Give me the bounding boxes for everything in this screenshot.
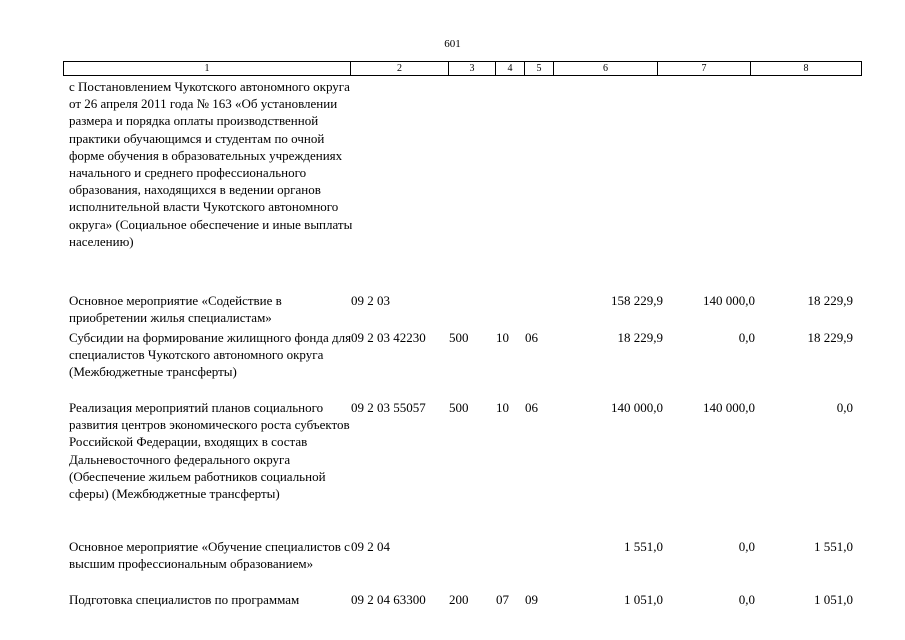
- row-col8: 18 229,9: [807, 330, 853, 345]
- column-header-table: [63, 61, 862, 76]
- row-pr: 09: [525, 592, 538, 607]
- row-col7: 140 000,0: [703, 293, 755, 308]
- column-number: 2: [351, 62, 449, 76]
- column-number: 7: [658, 62, 751, 76]
- row-code: 09 2 04: [351, 539, 390, 554]
- column-number: 6: [554, 62, 658, 76]
- table-row: [0, 591, 905, 609]
- column-number: 1: [64, 62, 351, 76]
- row-total: 1 051,0: [624, 592, 663, 607]
- table-row: [0, 78, 905, 284]
- row-pr: 06: [525, 400, 538, 415]
- column-number: 4: [496, 62, 525, 76]
- row-col8: 1 551,0: [814, 539, 853, 554]
- row-code: 09 2 03 42230: [351, 330, 426, 345]
- budget-table-body: [0, 78, 905, 607]
- row-col8: 1 051,0: [814, 592, 853, 607]
- row-name: Подготовка специалистов по программам: [69, 592, 300, 607]
- row-col7: 0,0: [738, 539, 755, 554]
- row-rz: 10: [496, 400, 509, 415]
- row-vr: 500: [449, 330, 469, 345]
- row-vr: 200: [449, 592, 469, 607]
- row-rz: 10: [496, 330, 509, 345]
- table-row: [0, 538, 905, 590]
- row-vr: 500: [449, 400, 469, 415]
- column-header-row: [64, 62, 862, 76]
- row-rz: 07: [496, 592, 509, 607]
- row-code: 09 2 03: [351, 293, 390, 308]
- row-code: 09 2 03 55057: [351, 400, 426, 415]
- row-pr: 06: [525, 330, 538, 345]
- row-name: Основное мероприятие «Содействие в приобретении жилья специалистам»: [69, 293, 282, 326]
- table-row: [0, 292, 905, 328]
- row-col8: 18 229,9: [807, 293, 853, 308]
- page-number: 601: [444, 38, 461, 50]
- row-total: 140 000,0: [611, 400, 663, 415]
- row-total: 18 229,9: [617, 330, 663, 345]
- row-col8: 0,0: [836, 400, 853, 415]
- table-row: [0, 329, 905, 398]
- row-total: 1 551,0: [624, 539, 663, 554]
- row-name: Реализация мероприятий планов социального развития центров экономического роста субъектов Российской Федерации, входящих в состав Дальневосточного федерального округа (Обеспечение жильем работников социальной сферы) (Межбюджетные трансферты): [69, 400, 350, 502]
- column-number: 8: [751, 62, 862, 76]
- row-col7: 0,0: [738, 592, 755, 607]
- row-name: Субсидии на формирование жилищного фонда для специалистов Чукотского автономного округа (Межбюджетные трансферты): [69, 330, 352, 380]
- row-name: Основное мероприятие «Обучение специалистов с высшим профессиональным образованием»: [69, 539, 350, 572]
- column-number: 3: [449, 62, 496, 76]
- row-name: с Постановлением Чукотского автономного округа от 26 апреля 2011 года № 163 «Об установлении размера и порядка оплаты производственной практики обучающимся и студентам по очной форме обучения в образовательных учреждениях начального и среднего профессионального образования, находящихся в ведении органов исполнительной власти Чукотского автономного округа» (Социальное обеспечение и иные выплаты населению): [69, 79, 353, 249]
- row-total: 158 229,9: [611, 293, 663, 308]
- row-col7: 0,0: [738, 330, 755, 345]
- row-col7: 140 000,0: [703, 400, 755, 415]
- row-code: 09 2 04 63300: [351, 592, 426, 607]
- column-number: 5: [525, 62, 554, 76]
- table-row: [0, 399, 905, 537]
